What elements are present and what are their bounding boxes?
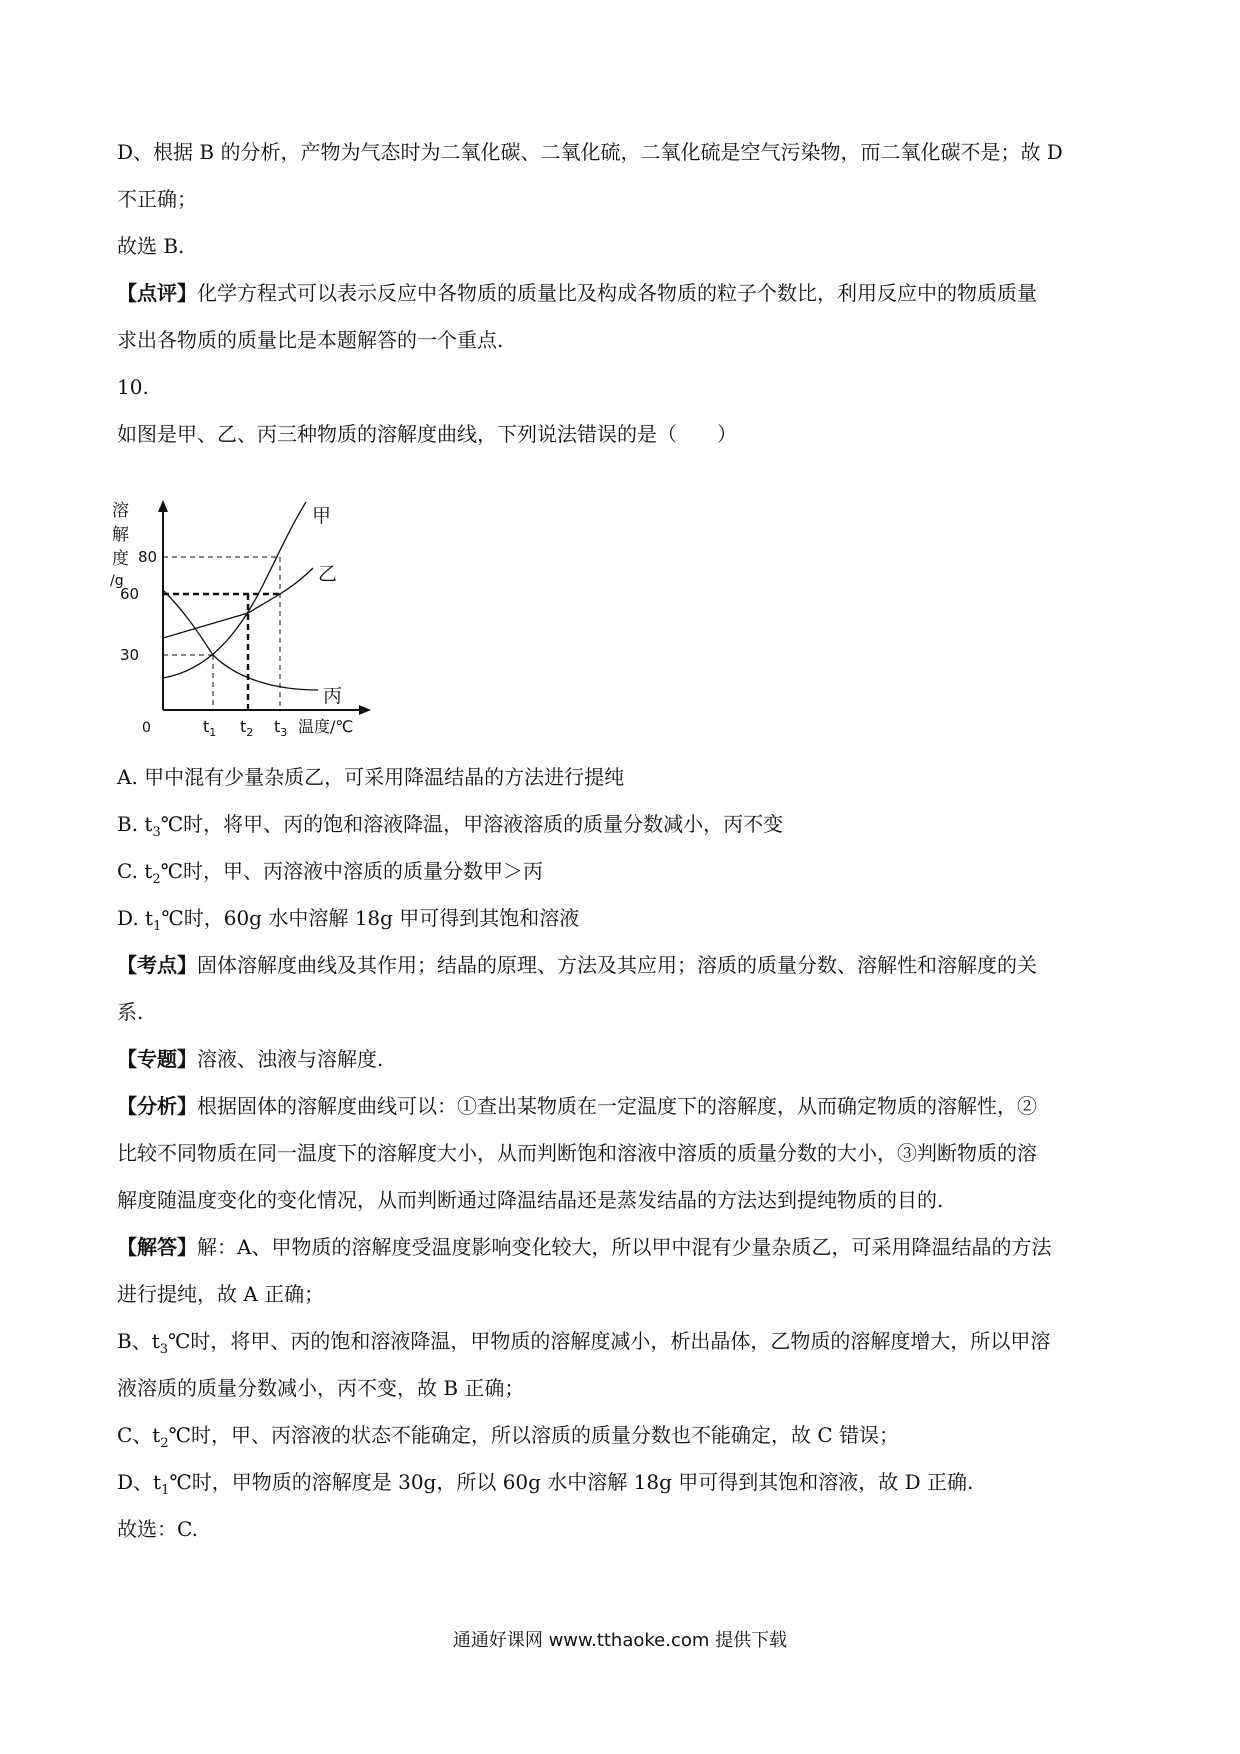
question-number: 10. <box>117 375 149 399</box>
paragraph-solution-d: D、$t_1℃$时，甲物质的溶解度是 30g，所以 60g 水中溶解 18g 甲可得到其饱和溶液，故 D 正确. <box>117 1470 974 1498</box>
paragraph-solution-b: B、$t_3℃$时，将甲、丙的饱和溶液降温，甲物质的溶解度减小，析出晶体，乙物质的溶解度增大，所以甲溶 <box>117 1329 1051 1357</box>
comment-text: 化学方程式可以表示反应中各物质的质量比及构成各物质的粒子个数比，利用反应中的物质质量 <box>197 281 1037 305</box>
solubility-chart <box>108 490 413 745</box>
knowledge-tag: 【考点】 <box>117 953 197 977</box>
series-labels <box>312 505 342 707</box>
option-a: A. 甲中混有少量杂质乙，可采用降温结晶的方法进行提纯 <box>117 765 625 789</box>
paragraph-knowledge-point <box>117 950 1137 980</box>
paragraph-comment <box>117 278 1137 308</box>
series-jia-curve <box>163 502 306 678</box>
y-tick-80: 80 <box>138 548 158 566</box>
origin-label: 0 <box>142 720 151 736</box>
paragraph-d-analysis: D、根据 B 的分析，产物为气态时为二氧化碳、二氧化硫，二氧化硫是空气污染物，而二氧化碳不是；故 D <box>117 140 1063 164</box>
option-d: D. $t_1℃$时，60g 水中溶解 18g 甲可得到其饱和溶液 <box>117 906 580 934</box>
y-tick-60: 60 <box>120 585 140 603</box>
paragraph-comment-cont: 求出各物质的质量比是本题解答的一个重点. <box>117 328 504 352</box>
x-tick-t3: $t_3$ <box>274 717 288 739</box>
page-footer: 通通好课网 www.tthaoke.com 提供下载 <box>452 1630 788 1651</box>
x-axis-label: 温度/℃ <box>298 717 354 736</box>
option-c: C. $t_2℃$时，甲、丙溶液中溶质的质量分数甲＞丙 <box>117 859 543 887</box>
analysis-text: 根据固体的溶解度曲线可以：①查出某物质在一定温度下的溶解度，从而确定物质的溶解性，② <box>197 1094 1037 1118</box>
x-axis-arrow <box>359 705 371 715</box>
paragraph-solution-a-cont: 进行提纯，故 A 正确； <box>117 1282 325 1306</box>
question-text: 如图是甲、乙、丙三种物质的溶解度曲线，下列说法错误的是（ ） <box>117 422 737 446</box>
ylabel-char-4: /g <box>110 573 124 589</box>
paragraph-d-analysis-cont: 不正确； <box>117 187 197 211</box>
analysis-tag: 【分析】 <box>117 1094 197 1118</box>
solution-text: 解：A、甲物质的溶解度受温度影响变化较大，所以甲中混有少量杂质乙，可采用降温结晶的方法 <box>197 1235 1052 1259</box>
x-tick-t2: $t_2$ <box>240 717 254 739</box>
paragraph-analysis-cont-1: 比较不同物质在同一温度下的溶解度大小，从而判断饱和溶液中溶质的质量分数的大小，③判断物质的溶 <box>117 1141 1037 1165</box>
series-label-bing: 丙 <box>323 685 343 707</box>
y-axis-arrow <box>158 500 168 512</box>
ylabel-char-1: 溶 <box>112 501 129 521</box>
topic-tag: 【专题】 <box>117 1047 197 1071</box>
ylabel-char-2: 解 <box>112 525 129 545</box>
paragraph-answer-b: 故选 B. <box>117 234 185 258</box>
paragraph-solution <box>117 1232 1137 1262</box>
paragraph-solution-b-cont: 液溶质的质量分数减小，丙不变，故 B 正确； <box>117 1376 525 1400</box>
topic-text: 溶液、浊液与溶解度. <box>197 1047 384 1071</box>
series-label-jia: 甲 <box>312 505 332 527</box>
paragraph-analysis <box>117 1091 1137 1121</box>
knowledge-text: 固体溶解度曲线及其作用；结晶的原理、方法及其应用；溶质的质量分数、溶解性和溶解度的关 <box>197 953 1037 977</box>
series-bing-curve <box>163 590 318 690</box>
paragraph-solution-c: C、$t_2℃$时，甲、丙溶液的状态不能确定，所以溶质的质量分数也不能确定，故 C 错误； <box>117 1423 900 1451</box>
solution-tag: 【解答】 <box>117 1235 197 1259</box>
paragraph-knowledge-point-cont: 系. <box>117 1000 144 1024</box>
chart-ylabel <box>110 501 129 589</box>
comment-tag: 【点评】 <box>117 281 197 305</box>
paragraph-analysis-cont-2: 解度随温度变化的变化情况，从而判断通过降温结晶还是蒸发结晶的方法达到提纯物质的目的. <box>117 1188 944 1212</box>
y-tick-30: 30 <box>120 646 140 664</box>
paragraph-final-answer: 故选：C. <box>117 1517 198 1541</box>
x-tick-labels <box>203 717 287 739</box>
ylabel-char-3: 度 <box>112 549 129 569</box>
paragraph-topic <box>117 1044 1137 1074</box>
x-tick-t1: $t_1$ <box>203 717 217 739</box>
series-label-yi: 乙 <box>318 563 338 585</box>
curves <box>163 502 318 690</box>
option-b: B. $t_3℃$时，将甲、丙的饱和溶液降温，甲溶液溶质的质量分数减小，丙不变 <box>117 812 784 840</box>
